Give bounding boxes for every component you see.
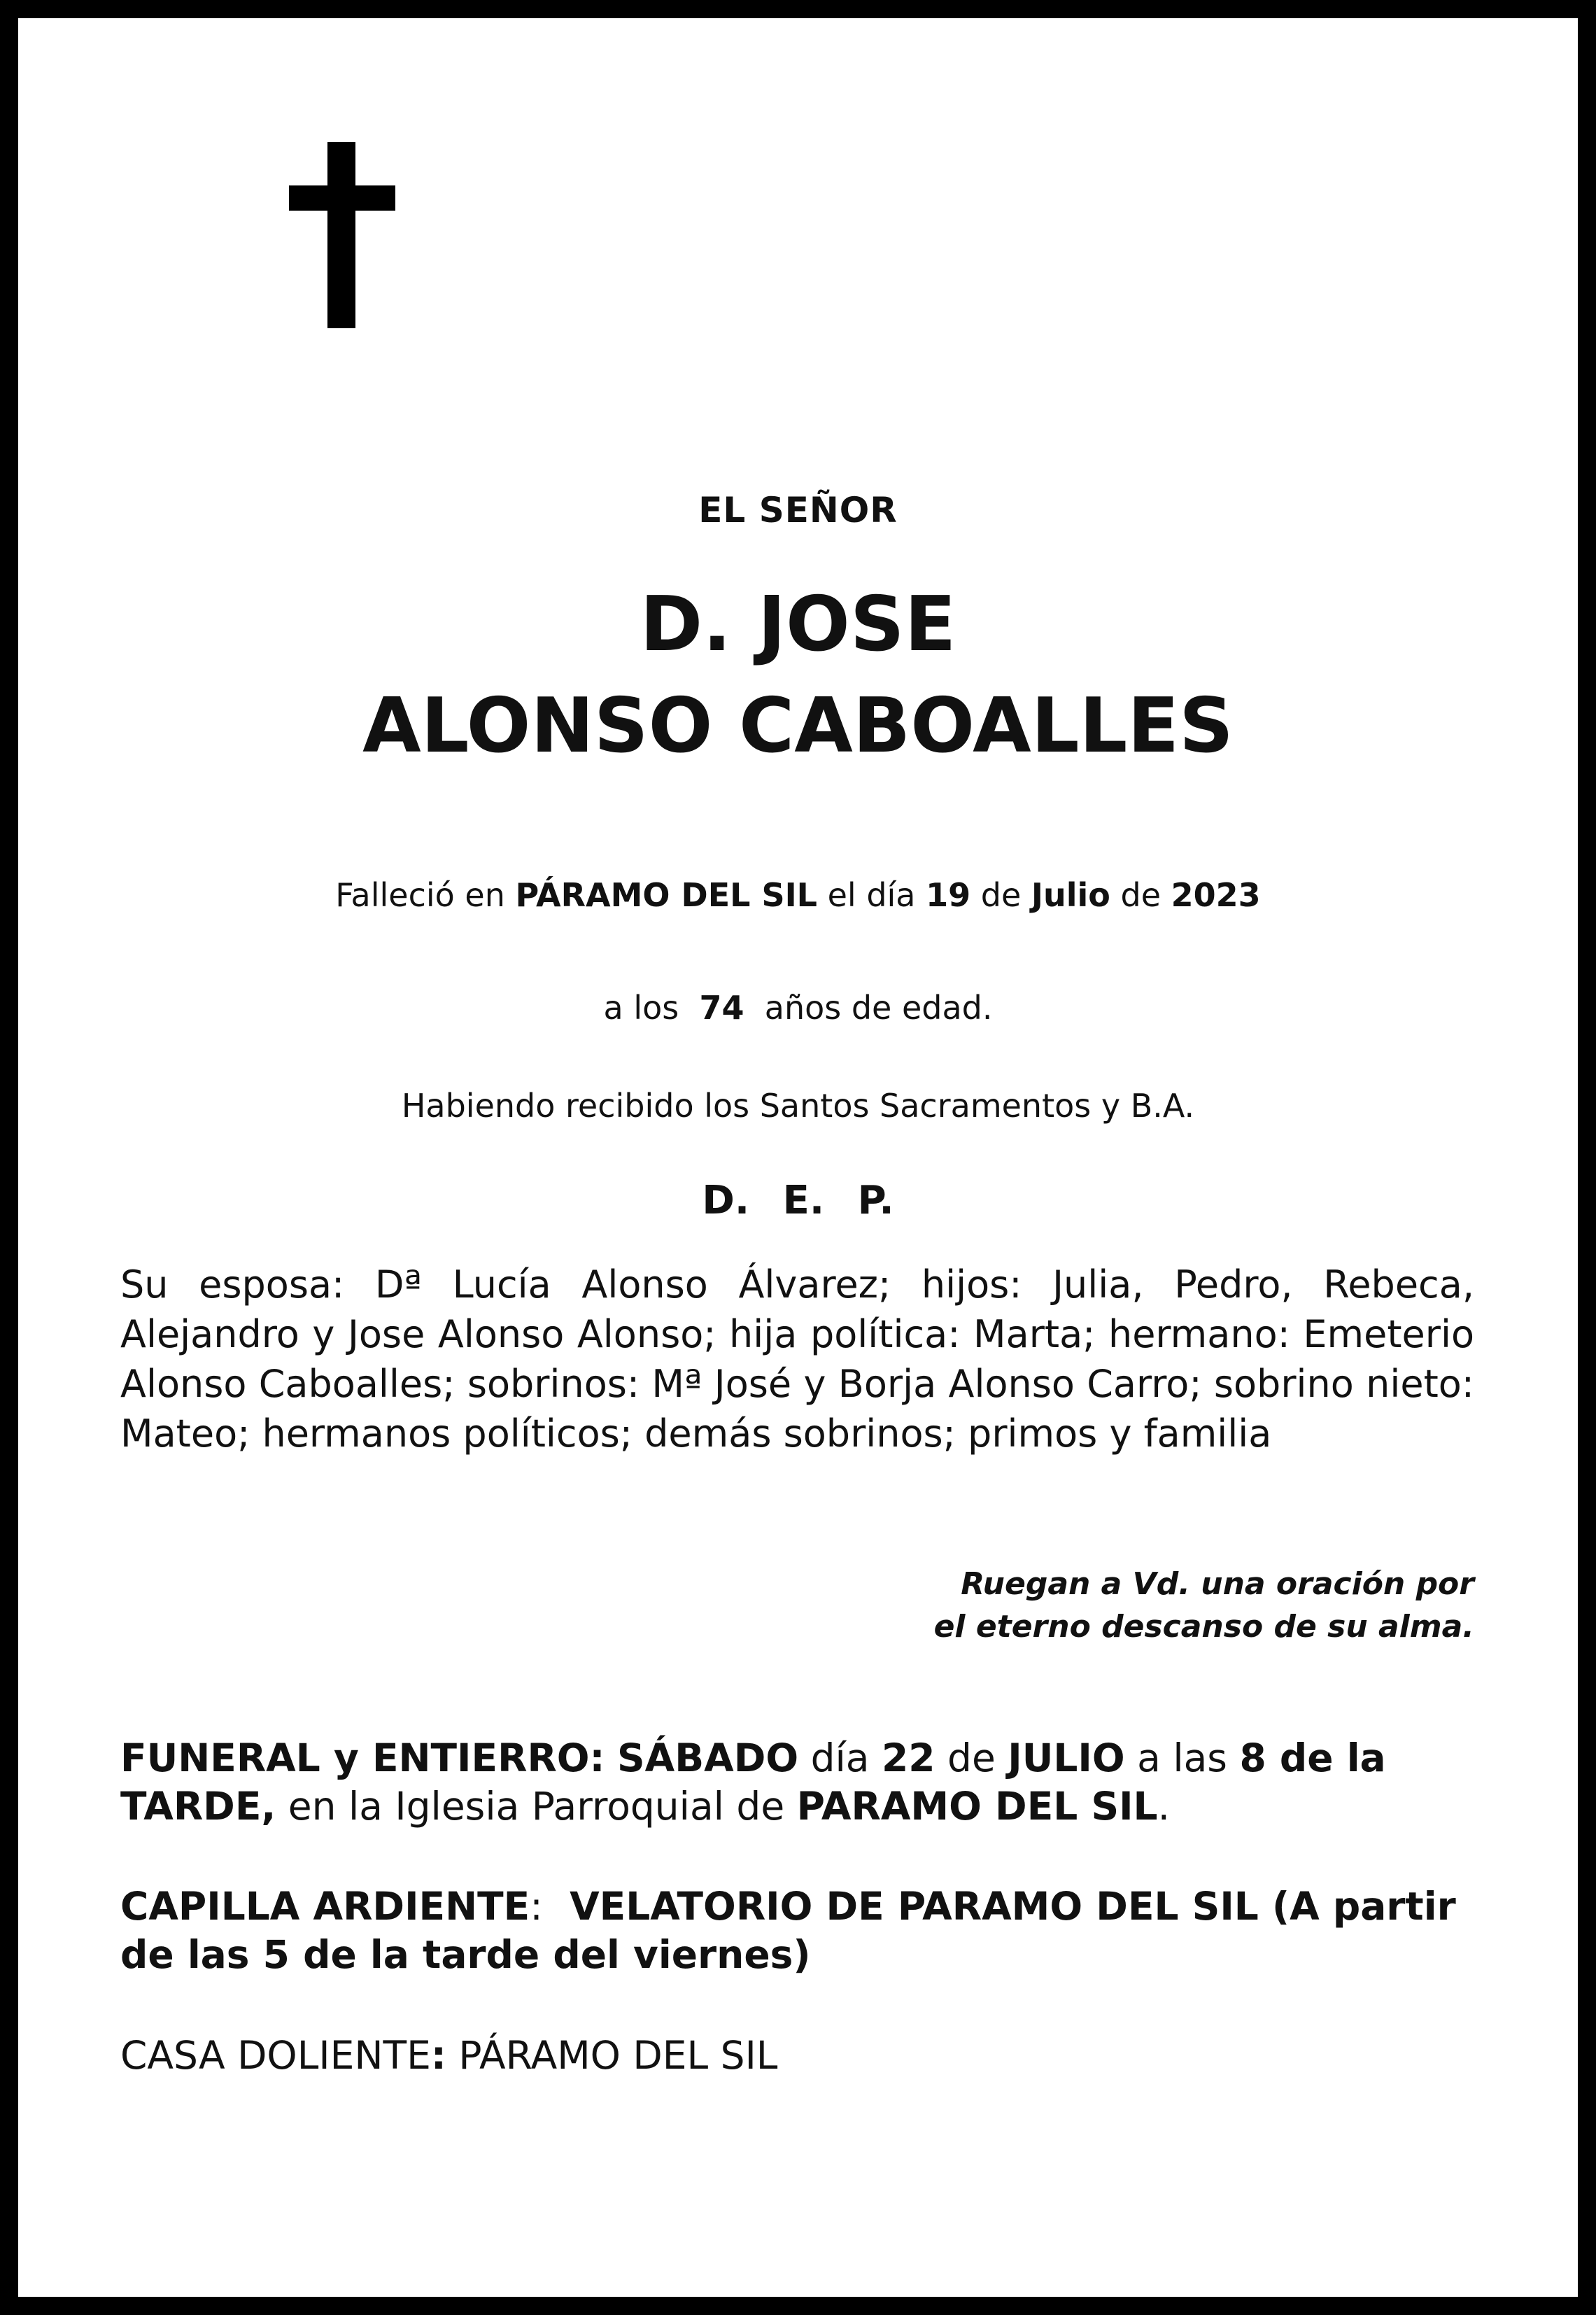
honorific-title: EL SEÑOR [698, 490, 898, 530]
funeral-place: PARAMO DEL SIL [796, 1784, 1158, 1829]
dep-initials: D. E. P. [702, 1178, 894, 1223]
prayer-line2: el eterno descanso de su alma. [933, 1609, 1474, 1645]
capilla-text: VELATORIO DE PARAMO DEL SIL (A partir de las 5 de la tarde del viernes) [120, 1884, 1456, 1977]
death-month: Julio [1031, 876, 1110, 914]
death-place: PÁRAMO DEL SIL [515, 876, 817, 914]
funeral-day: 22 [882, 1736, 935, 1780]
funeral-info: FUNERAL y ENTIERRO: SÁBADO día 22 de JULIO a las 8 de la TARDE, en la Iglesia Parroquial de PARAMO DEL SIL. [120, 1736, 1386, 1829]
funeral-label: FUNERAL y ENTIERRO: [120, 1736, 605, 1780]
casa-label: CASA DOLIENTE [120, 2033, 431, 2078]
cross-icon [289, 142, 395, 328]
family-list: Su esposa: Dª Lucía Alonso Álvarez; hijos: Julia, Pedro, Rebeca, Alejandro y Jose Alonso Alonso; hija política: Marta; hermano: Emeterio Alonso Caboalles; sobrinos: Mª José y Borja Alonso Carro; sobrino nieto: Mateo; hermanos políticos; demás sobrinos; primos y familia [120, 1262, 1474, 1456]
capilla-label: CAPILLA ARDIENTE [120, 1884, 530, 1929]
casa-text: PÁRAMO DEL SIL [458, 2033, 778, 2078]
age-value: 74 [699, 989, 744, 1027]
prayer-request [635, 1563, 1474, 1648]
deceased-name-line2: ALONSO CABOALLES [362, 682, 1234, 770]
funeral-time: 8 de la TARDE, [120, 1736, 1386, 1829]
prayer-line1: Ruegan a Vd. una oración por [961, 1566, 1474, 1602]
capilla-ardiente-info: CAPILLA ARDIENTE: VELATORIO DE PARAMO DEL SIL (A partir de las 5 de la tarde del viernes) [120, 1884, 1456, 1977]
sacraments-line: Habiendo recibido los Santos Sacramentos y B.A. [401, 1087, 1195, 1125]
funeral-weekday: SÁBADO [617, 1736, 799, 1780]
deceased-name-line1: D. JOSE [640, 581, 956, 668]
age-statement: a los 74 años de edad. [603, 989, 993, 1027]
death-day: 19 [926, 876, 971, 914]
death-statement: Falleció en PÁRAMO DEL SIL el día 19 de Julio de 2023 [335, 876, 1261, 914]
death-year: 2023 [1171, 876, 1261, 914]
funeral-month: JULIO [1008, 1736, 1125, 1780]
casa-doliente-info: CASA DOLIENTE: PÁRAMO DEL SIL [120, 2033, 778, 2078]
